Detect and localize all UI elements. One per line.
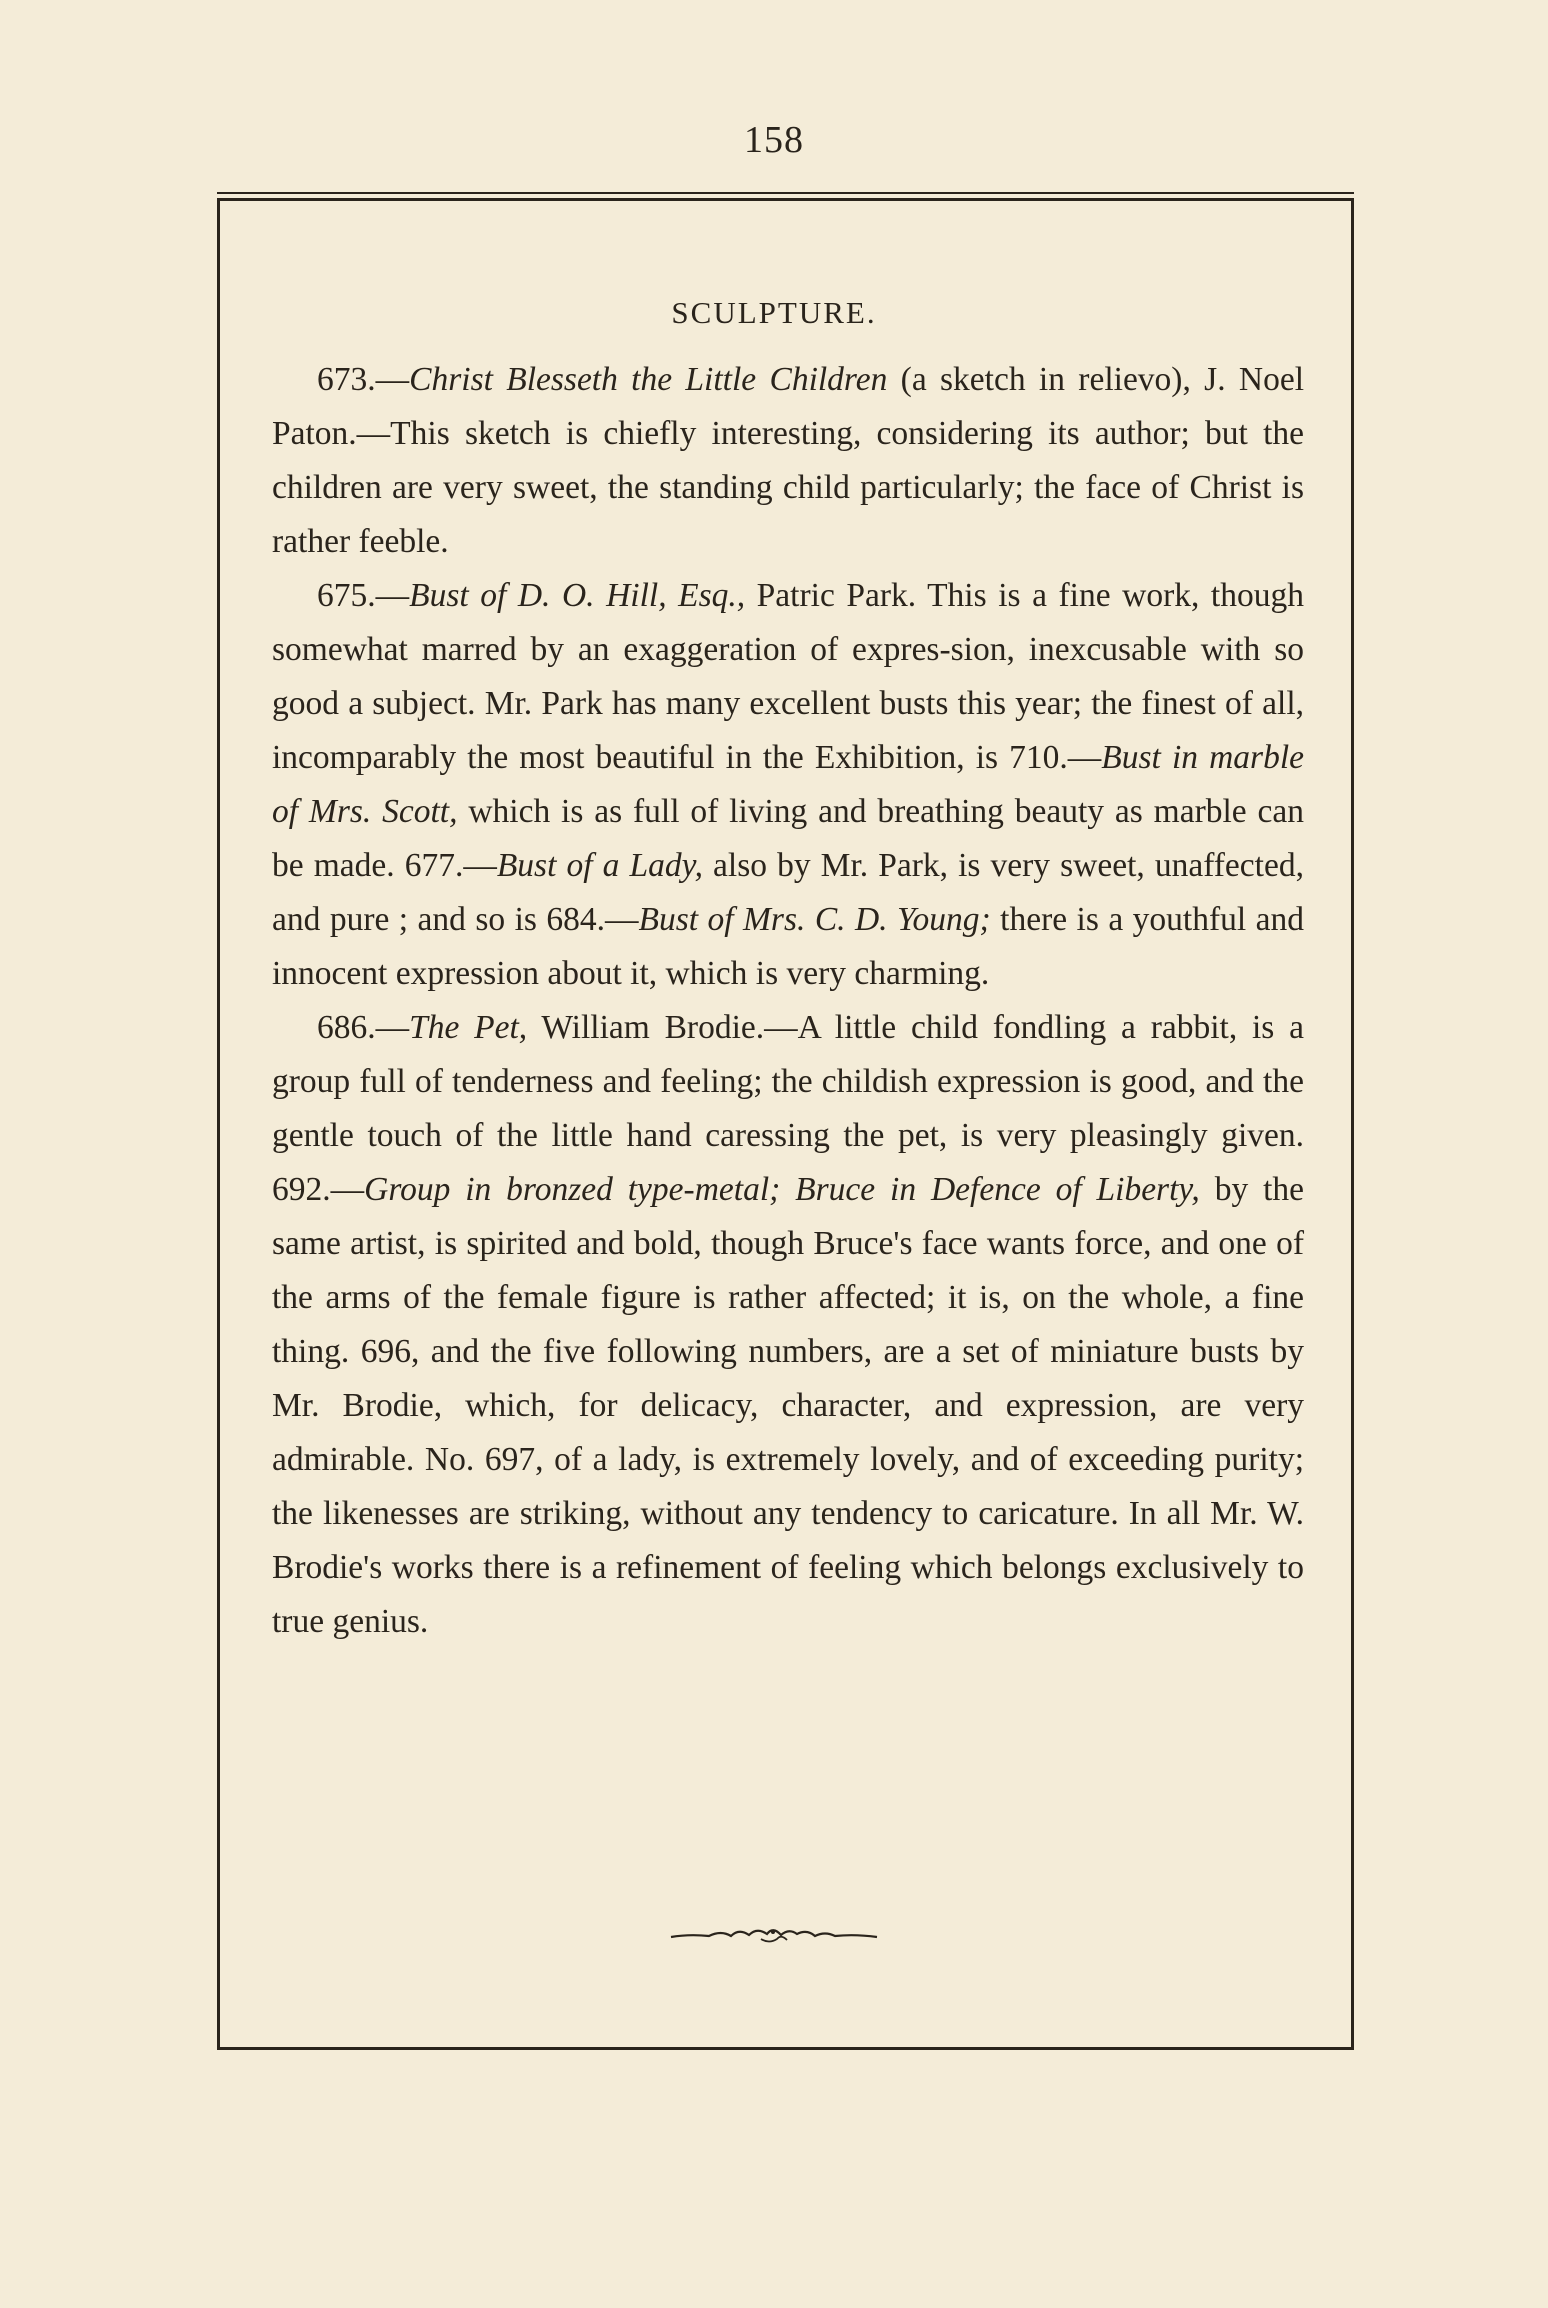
paragraph-text: which is as full of living and breathing beauty as marble can be made. 677.—	[272, 793, 1304, 884]
page-number: 158	[744, 119, 804, 161]
paragraph-text: (a sketch in relievo), J. Noel Paton.—This sketch is chiefly interesting, considering its author; but the children are very sweet, the standing child particularly; the face of Christ is rather feeble.	[272, 361, 1305, 560]
work-title: Christ Blesseth the Little Children	[409, 361, 888, 398]
work-title: Bust of Mrs. C. D. Young;	[638, 901, 991, 938]
paragraph-text: by the same artist, is spirited and bold, though Bruce's face wants force, and one of the arms of the female figure is rather affected; it is, on the whole, a fine thing. 696, and the five following numbers, are a set of miniature busts by Mr. Brodie, which, for delicacy, character, and expression, are very admirable. No. 697, of a lady, is extremely lovely, and of exceeding purity; the likenesses are striking, without any tendency to caricature. In all Mr. W. Brodie's works there is a refinement of feeling which belongs exclusively to true genius.	[272, 1171, 1304, 1640]
paragraph-text: 675.—	[317, 577, 410, 614]
work-title: Bust of D. O. Hill, Esq.,	[409, 577, 746, 614]
paragraph-text: William Brodie.—A little child fondling a rabbit, is a group full of tenderness and feeling; the childish expression is good, and the gentle touch of the little hand caressing the pet, is very pleasingly given. 692.—	[272, 1009, 1305, 1208]
paragraph-673	[272, 353, 1304, 569]
work-title: The Pet,	[409, 1009, 528, 1046]
paragraph-675	[272, 569, 1304, 1001]
section-heading: SCULPTURE.	[671, 295, 877, 330]
work-title: Bust in marble of Mrs. Scott,	[272, 739, 1304, 830]
scroll-flourish-icon	[0, 1924, 1548, 1951]
paragraph-text: there is a youthful and innocent expression about it, which is very charming.	[272, 901, 1305, 992]
work-title: Bust of a Lady,	[496, 847, 703, 884]
body-text	[272, 353, 1304, 1649]
paragraph-686	[272, 1001, 1304, 1649]
paragraph-text: 686.—	[317, 1009, 410, 1046]
work-title: Group in bronzed type-metal; Bruce in Defence of Liberty,	[364, 1171, 1200, 1208]
paragraph-text: 673.—	[317, 361, 410, 398]
paragraph-text: also by Mr. Park, is very sweet, unaffected, and pure ; and so is 684.—	[272, 847, 1304, 938]
paragraph-text: Patric Park. This is a fine work, though somewhat marred by an exaggeration of expres-sion, inexcusable with so good a subject. Mr. Park has many excellent busts this year; the finest of all, incomparably the most beautiful in the Exhibition, is 710.—	[272, 577, 1304, 776]
